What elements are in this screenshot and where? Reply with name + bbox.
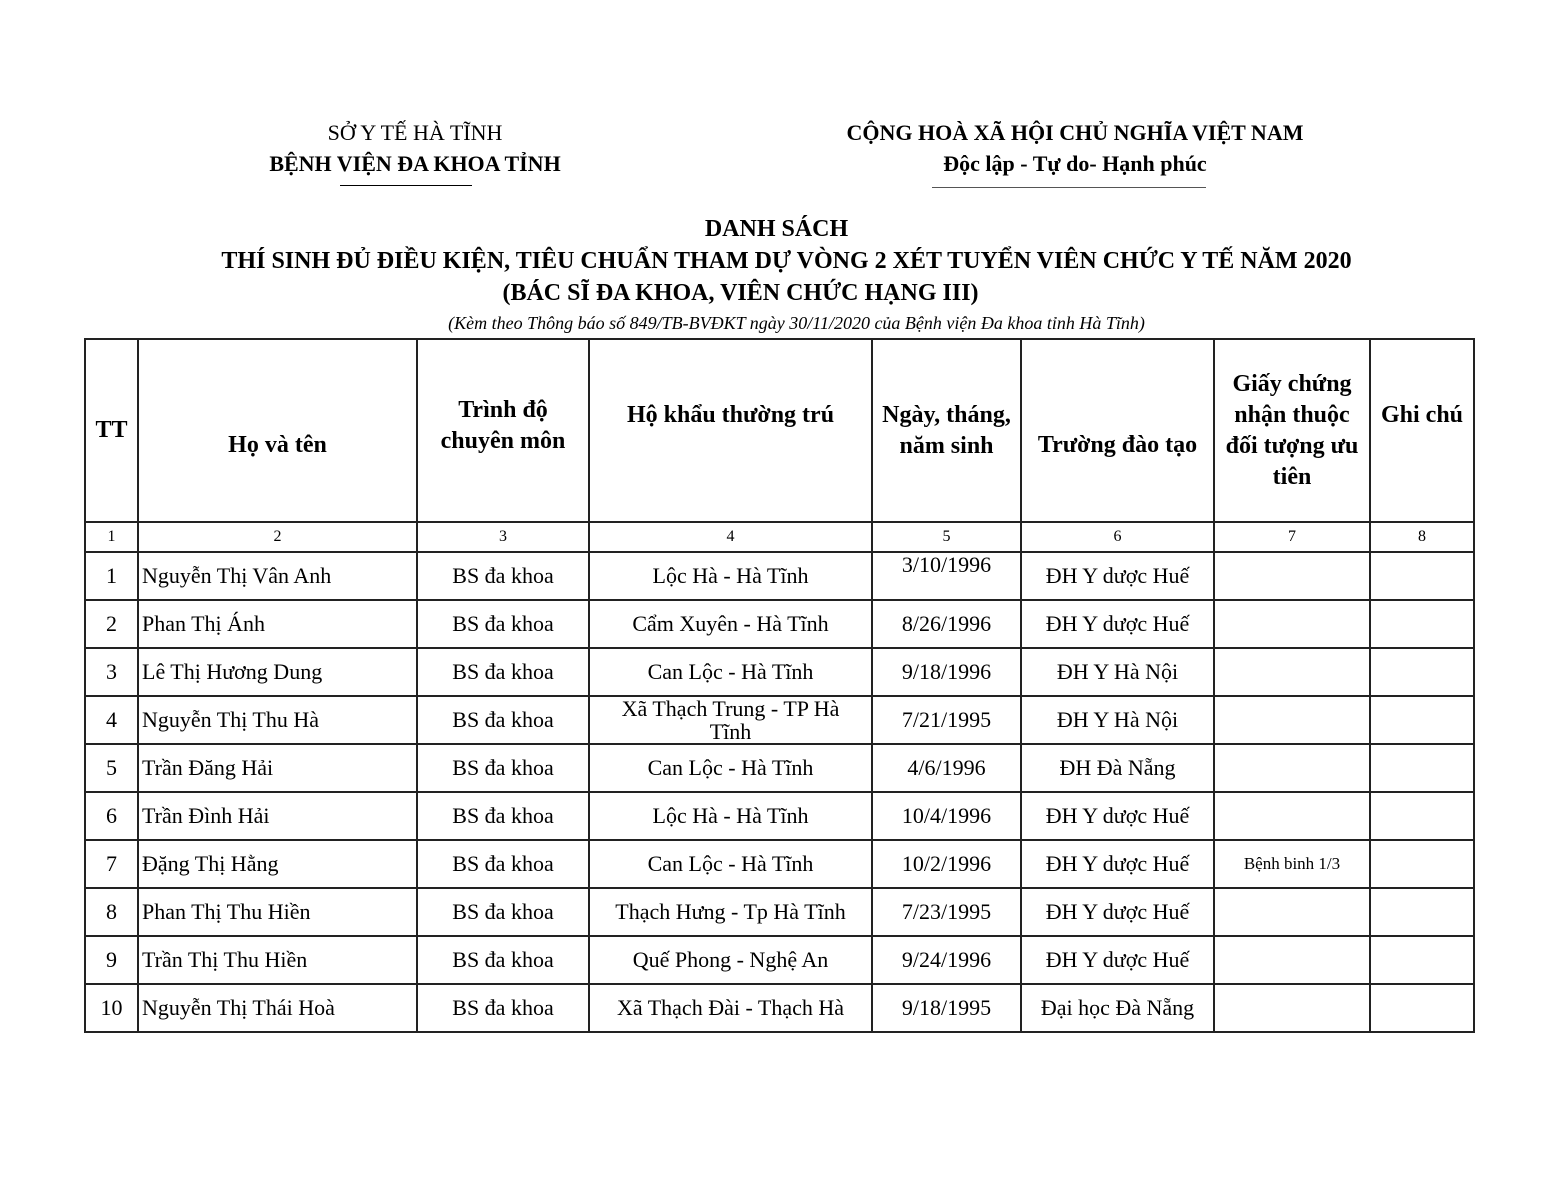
header-name: Họ và tên: [138, 339, 417, 522]
cell-priority: [1214, 600, 1370, 648]
column-number: 5: [872, 522, 1021, 552]
cell-priority: Bệnh binh 1/3: [1214, 840, 1370, 888]
cell-residence: Can Lộc - Hà Tĩnh: [589, 648, 872, 696]
table-row: [85, 744, 1474, 792]
cell-note: [1370, 792, 1474, 840]
cell-dob: 7/21/1995: [872, 696, 1021, 744]
table-row: [85, 648, 1474, 696]
cell-priority: [1214, 936, 1370, 984]
cell-qualification: BS đa khoa: [417, 840, 589, 888]
cell-dob: 10/4/1996: [872, 792, 1021, 840]
cell-name: Trần Thị Thu Hiền: [138, 936, 417, 984]
column-number: 2: [138, 522, 417, 552]
header-row: [85, 339, 1474, 522]
header-tt: TT: [85, 339, 138, 522]
cell-note: [1370, 984, 1474, 1032]
right-header-rule: [932, 187, 1206, 188]
cell-dob: 4/6/1996: [872, 744, 1021, 792]
document-heading: THÍ SINH ĐỦ ĐIỀU KIỆN, TIÊU CHUẨN THAM DỰ VÒNG 2 XÉT TUYỂN VIÊN CHỨC Y TẾ NĂM 2020: [221, 248, 1352, 274]
cell-priority: [1214, 984, 1370, 1032]
cell-school: ĐH Đà Nẵng: [1021, 744, 1214, 792]
cell-residence: Lộc Hà - Hà Tĩnh: [589, 792, 872, 840]
cell-qualification: BS đa khoa: [417, 936, 589, 984]
cell-residence: Can Lộc - Hà Tĩnh: [589, 840, 872, 888]
cell-dob: 7/23/1995: [872, 888, 1021, 936]
column-number: 6: [1021, 522, 1214, 552]
department-name: SỞ Y TẾ HÀ TĨNH: [327, 120, 503, 145]
cell-tt: 3: [85, 648, 138, 696]
hospital-name: BỆNH VIỆN ĐA KHOA TỈNH: [269, 151, 561, 176]
country-name: CỘNG HOÀ XÃ HỘI CHỦ NGHĨA VIỆT NAM: [846, 120, 1304, 145]
table-row: [85, 840, 1474, 888]
cell-qualification: BS đa khoa: [417, 888, 589, 936]
cell-note: [1370, 840, 1474, 888]
cell-tt: 6: [85, 792, 138, 840]
cell-priority: [1214, 696, 1370, 744]
cell-qualification: BS đa khoa: [417, 600, 589, 648]
cell-school: ĐH Y dược Huế: [1021, 888, 1214, 936]
column-number-row: [85, 522, 1474, 552]
candidate-table: [84, 338, 1475, 1033]
cell-note: [1370, 696, 1474, 744]
document-reference: (Kèm theo Thông báo số 849/TB-BVĐKT ngày 30/11/2020 của Bệnh viện Đa khoa tỉnh Hà Tĩnh): [448, 313, 1145, 333]
cell-tt: 2: [85, 600, 138, 648]
cell-name: Trần Đăng Hải: [138, 744, 417, 792]
cell-name: Lê Thị Hương Dung: [138, 648, 417, 696]
cell-note: [1370, 648, 1474, 696]
column-number: 3: [417, 522, 589, 552]
cell-qualification: BS đa khoa: [417, 792, 589, 840]
cell-note: [1370, 552, 1474, 600]
cell-dob: 10/2/1996: [872, 840, 1021, 888]
cell-priority: [1214, 744, 1370, 792]
table-row: [85, 792, 1474, 840]
cell-priority: [1214, 648, 1370, 696]
cell-school: Đại học Đà Nẵng: [1021, 984, 1214, 1032]
table-row: [85, 552, 1474, 600]
cell-dob: 3/10/1996: [872, 552, 1021, 600]
cell-residence: Xã Thạch Trung - TP Hà Tĩnh: [589, 696, 872, 744]
cell-residence: Can Lộc - Hà Tĩnh: [589, 744, 872, 792]
header-dob: Ngày, tháng, năm sinh: [872, 339, 1021, 522]
cell-priority: [1214, 792, 1370, 840]
cell-name: Trần Đình Hải: [138, 792, 417, 840]
cell-priority: [1214, 888, 1370, 936]
cell-tt: 8: [85, 888, 138, 936]
cell-qualification: BS đa khoa: [417, 552, 589, 600]
cell-school: ĐH Y dược Huế: [1021, 840, 1214, 888]
table-row: [85, 600, 1474, 648]
cell-residence: Quế Phong - Nghệ An: [589, 936, 872, 984]
header-residence: Hộ khẩu thường trú: [589, 339, 872, 522]
header-priority: Giấy chứng nhận thuộc đối tượng ưu tiên: [1214, 339, 1370, 522]
cell-name: Phan Thị Thu Hiền: [138, 888, 417, 936]
cell-note: [1370, 600, 1474, 648]
cell-qualification: BS đa khoa: [417, 984, 589, 1032]
cell-residence: Lộc Hà - Hà Tĩnh: [589, 552, 872, 600]
cell-name: Nguyễn Thị Thái Hoà: [138, 984, 417, 1032]
cell-school: ĐH Y Hà Nội: [1021, 648, 1214, 696]
cell-note: [1370, 888, 1474, 936]
cell-tt: 9: [85, 936, 138, 984]
cell-tt: 10: [85, 984, 138, 1032]
table-row: [85, 984, 1474, 1032]
column-number: 7: [1214, 522, 1370, 552]
cell-name: Nguyễn Thị Thu Hà: [138, 696, 417, 744]
cell-dob: 8/26/1996: [872, 600, 1021, 648]
cell-school: ĐH Y dược Huế: [1021, 552, 1214, 600]
cell-name: Đặng Thị Hằng: [138, 840, 417, 888]
header-note: Ghi chú: [1370, 339, 1474, 522]
cell-dob: 9/18/1995: [872, 984, 1021, 1032]
column-number: 4: [589, 522, 872, 552]
cell-tt: 4: [85, 696, 138, 744]
cell-tt: 5: [85, 744, 138, 792]
table-row: [85, 936, 1474, 984]
column-number: 8: [1370, 522, 1474, 552]
cell-school: ĐH Y dược Huế: [1021, 600, 1214, 648]
cell-qualification: BS đa khoa: [417, 648, 589, 696]
cell-qualification: BS đa khoa: [417, 744, 589, 792]
cell-name: Phan Thị Ánh: [138, 600, 417, 648]
cell-tt: 7: [85, 840, 138, 888]
national-motto: Độc lập - Tự do- Hạnh phúc: [943, 151, 1207, 176]
table-row: [85, 696, 1474, 744]
cell-dob: 9/24/1996: [872, 936, 1021, 984]
cell-qualification: BS đa khoa: [417, 696, 589, 744]
left-header-rule: [340, 185, 472, 186]
header-qualification: Trình độ chuyên môn: [417, 339, 589, 522]
column-number: 1: [85, 522, 138, 552]
cell-residence: Thạch Hưng - Tp Hà Tĩnh: [589, 888, 872, 936]
cell-residence: Cẩm Xuyên - Hà Tĩnh: [589, 600, 872, 648]
cell-priority: [1214, 552, 1370, 600]
cell-school: ĐH Y Hà Nội: [1021, 696, 1214, 744]
header-school: Trường đào tạo: [1021, 339, 1214, 522]
cell-residence: Xã Thạch Đài - Thạch Hà: [589, 984, 872, 1032]
cell-note: [1370, 936, 1474, 984]
cell-tt: 1: [85, 552, 138, 600]
document-title: DANH SÁCH: [704, 216, 849, 242]
cell-dob: 9/18/1996: [872, 648, 1021, 696]
document-scope: (BÁC SĨ ĐA KHOA, VIÊN CHỨC HẠNG III): [502, 280, 979, 306]
cell-note: [1370, 744, 1474, 792]
cell-school: ĐH Y dược Huế: [1021, 792, 1214, 840]
table-row: [85, 888, 1474, 936]
cell-name: Nguyễn Thị Vân Anh: [138, 552, 417, 600]
cell-school: ĐH Y dược Huế: [1021, 936, 1214, 984]
